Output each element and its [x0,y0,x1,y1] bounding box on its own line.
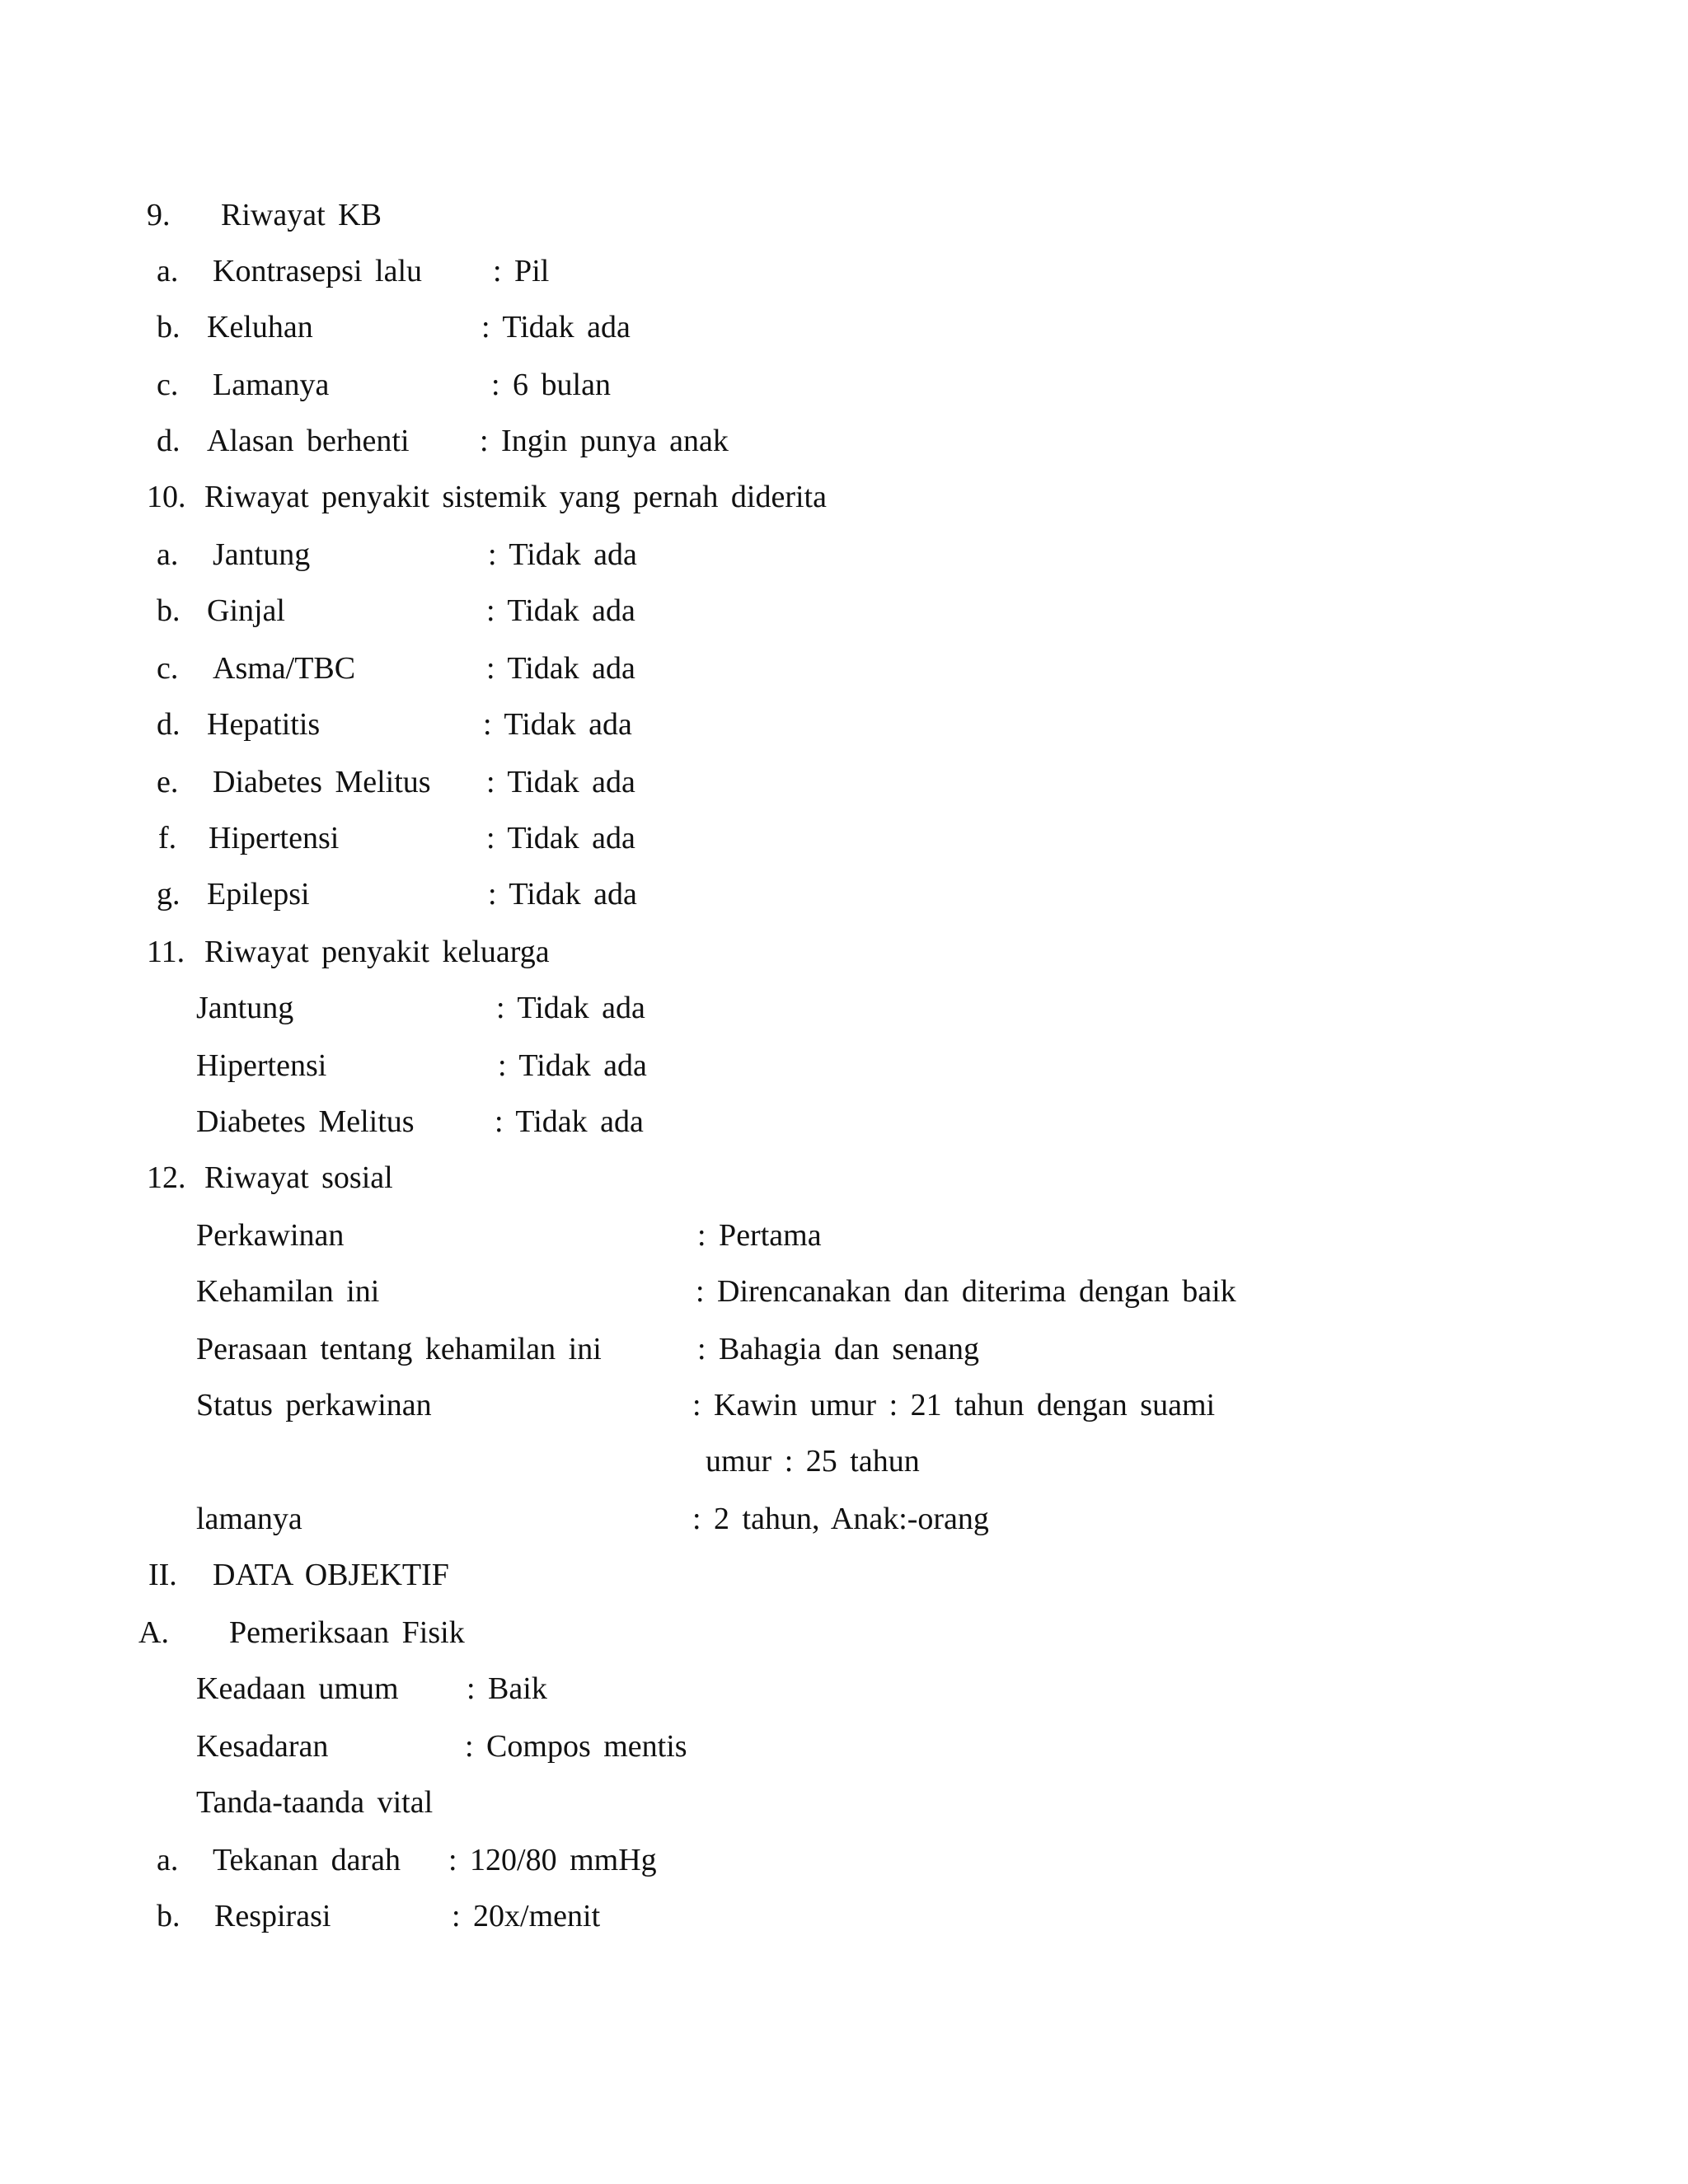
disease-item-value: : Tidak ada [486,651,635,686]
disease-item-label: Hepatitis [207,707,321,742]
social-item-label: Perasaan tentang kehamilan ini [196,1332,602,1366]
disease-item-value: : Tidak ada [486,765,635,799]
kb-item-value: : Pil [493,254,550,288]
disease-item-label: Ginjal [207,593,285,628]
exam-item-value: : Compos mentis [465,1729,687,1764]
section-9-title: Riwayat KB [221,198,382,232]
disease-item-label: Asma/TBC [213,651,356,686]
vital-item-label: Tekanan darah [213,1843,401,1877]
section-10-title: Riwayat penyakit sistemik yang pernah diderita [204,480,827,514]
social-item-label: Kehamilan ini [196,1274,380,1309]
section-11-title: Riwayat penyakit keluarga [204,935,550,969]
kb-item-label: Kontrasepsi lalu [213,254,423,288]
kb-item-marker: a. [157,254,179,288]
vital-item-value: : 120/80 mmHg [448,1843,657,1877]
kb-item-value: : 6 bulan [491,368,611,402]
disease-item-label: Diabetes Melitus [213,765,431,799]
social-item-value: : 2 tahun, Anak:-orang [692,1502,989,1536]
disease-item-marker: a. [157,537,179,572]
social-item-value: : Bahagia dan senang [697,1332,979,1366]
family-item-label: Diabetes Melitus [196,1104,415,1139]
kb-item-value: : Ingin punya anak [480,424,729,458]
family-item-label: Jantung [196,991,294,1025]
disease-item-label: Hipertensi [209,821,340,855]
section-9-number: 9. [147,198,171,232]
kb-item-value: : Tidak ada [481,310,631,344]
social-item-label: Status perkawinan [196,1388,432,1422]
social-item-label: lamanya [196,1502,302,1536]
kb-item-marker: d. [157,424,181,458]
section-10-number: 10. [147,480,186,514]
section-11-number: 11. [147,935,185,969]
social-item-value: : Direncanakan dan diterima dengan baik [696,1274,1236,1309]
exam-item-value: : Baik [467,1671,547,1706]
kb-item-label: Keluhan [207,310,313,344]
social-item-value: : Kawin umur : 21 tahun dengan suami [692,1388,1216,1422]
vital-item-value: : 20x/menit [452,1899,601,1933]
kb-item-label: Lamanya [213,368,330,402]
social-item-value: : Pertama [697,1218,822,1253]
disease-item-marker: g. [157,877,181,912]
disease-item-label: Jantung [213,537,311,572]
disease-item-value: : Tidak ada [486,593,635,628]
social-item-value-continued: umur : 25 tahun [706,1444,920,1479]
disease-item-marker: f. [158,821,177,855]
section-ii-number: II. [148,1558,177,1592]
disease-item-label: Epilepsi [207,877,310,912]
disease-item-value: : Tidak ada [486,821,635,855]
disease-item-marker: b. [157,593,181,628]
kb-item-label: Alasan berhenti [207,424,410,458]
exam-item-label: Kesadaran [196,1729,329,1764]
kb-item-marker: b. [157,310,181,344]
vital-item-marker: b. [157,1899,181,1933]
family-item-value: : Tidak ada [496,991,645,1025]
vital-signs-heading: Tanda-taanda vital [196,1785,434,1820]
disease-item-marker: c. [157,651,179,686]
vital-item-label: Respirasi [214,1899,331,1933]
kb-item-marker: c. [157,368,179,402]
disease-item-value: : Tidak ada [488,877,637,912]
section-ii-title: DATA OBJEKTIF [213,1558,449,1592]
exam-item-label: Keadaan umum [196,1671,399,1706]
disease-item-marker: e. [157,765,179,799]
section-a-title: Pemeriksaan Fisik [229,1615,465,1650]
family-item-label: Hipertensi [196,1048,327,1083]
section-12-number: 12. [147,1160,186,1195]
vital-item-marker: a. [157,1843,179,1877]
family-item-value: : Tidak ada [495,1104,644,1139]
family-item-value: : Tidak ada [498,1048,647,1083]
section-12-title: Riwayat sosial [204,1160,393,1195]
disease-item-value: : Tidak ada [483,707,632,742]
disease-item-value: : Tidak ada [488,537,637,572]
disease-item-marker: d. [157,707,181,742]
social-item-label: Perkawinan [196,1218,345,1253]
section-a-number: A. [138,1615,169,1650]
